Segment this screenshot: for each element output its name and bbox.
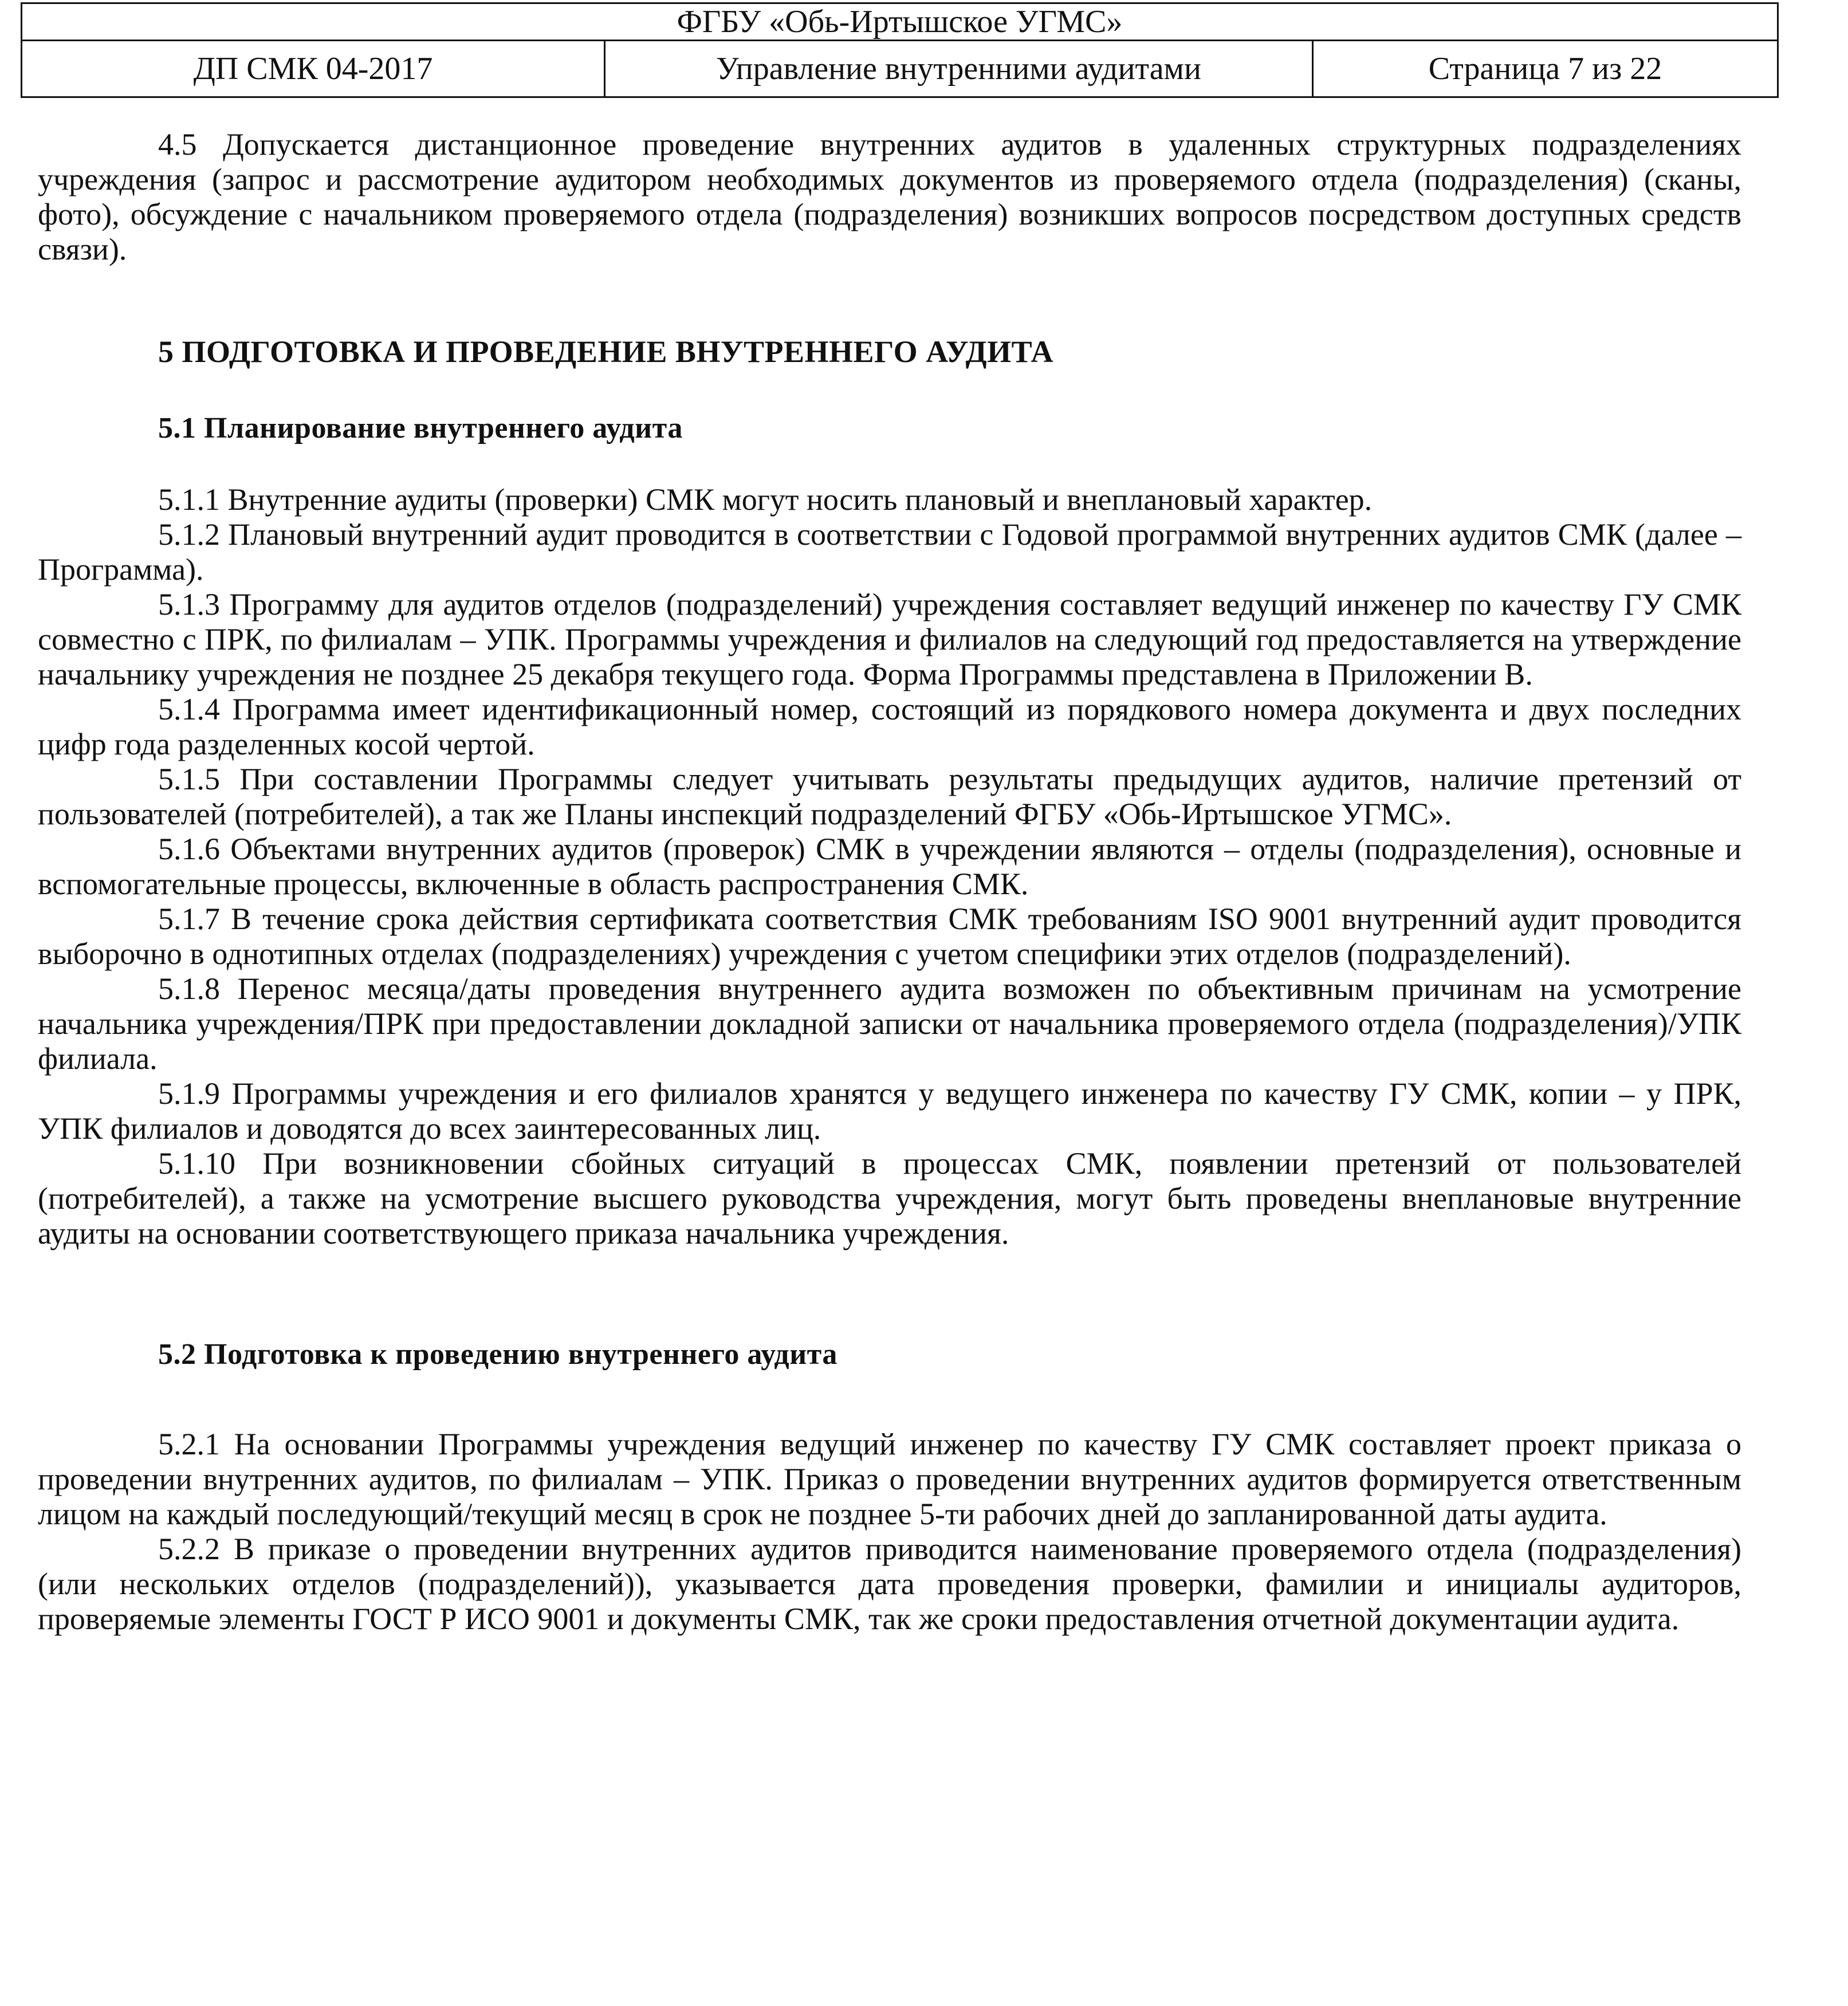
paragraph-5-1-10: 5.1.10 При возникновении сбойных ситуаций в процессах СМК, появлении претензий от пользователей (потребителей), а также на усмотрение высшего руководства учреждения, могут быть проведены внеплановые внутренние аудиты на основании соответствующего приказа начальника учреждения. [38, 1146, 1741, 1250]
paragraph-5-1-8: 5.1.8 Перенос месяца/даты проведения внутреннего аудита возможен по объективным причинам на усмотрение начальника учреждения/ПРК при предоставлении докладной записки от начальника проверяемого отдела (подразделения)/УПК филиала. [38, 971, 1741, 1076]
paragraph-5-2-2: 5.2.2 В приказе о проведении внутренних аудитов приводится наименование проверяемого отдела (подразделения) (или нескольких отделов (подразделений)), указывается дата проведения проверки, фамилии и инициалы аудиторов, проверяемые элементы ГОСТ Р ИСО 9001 и документы СМК, так же сроки предоставления отчетной документации аудита. [38, 1532, 1741, 1636]
paragraph-5-1-7: 5.1.7 В течение срока действия сертификата соответствия СМК требованиям ISO 9001 внутренний аудит проводится выборочно в однотипных отделах (подразделениях) учреждения с учетом специфики этих отделов (подразделений). [38, 902, 1741, 971]
paragraph-5-1-4: 5.1.4 Программа имеет идентификационный номер, состоящий из порядкового номера документа и двух последних цифр года разделенных косой чертой. [38, 692, 1741, 761]
document-header-table [21, 2, 1779, 98]
paragraph-5-1-5: 5.1.5 При составлении Программы следует учитывать результаты предыдущих аудитов, наличие претензий от пользователей (потребителей), а так же Планы инспекций подразделений ФГБУ «Обь-Иртышское УГМС». [38, 762, 1741, 831]
spacer [38, 446, 1741, 482]
paragraph-5-1-9: 5.1.9 Программы учреждения и его филиалов хранятся у ведущего инженера по качеству ГУ СМК, копии – у ПРК, УПК филиалов и доводятся до всех заинтересованных лиц. [38, 1076, 1741, 1146]
organization-name: ФГБУ «Обь-Иртышское УГМС» [22, 3, 1778, 41]
spacer [38, 267, 1741, 335]
paragraph-5-1-2: 5.1.2 Плановый внутренний аудит проводится в соответствии с Годовой программой внутренних аудитов СМК (далее – Программа). [38, 517, 1741, 587]
paragraph-5-1-1: 5.1.1 Внутренние аудиты (проверки) СМК могут носить плановый и внеплановый характер. [158, 482, 1373, 517]
subsection-heading-5-1: 5.1 Планирование внутреннего аудита [158, 412, 683, 445]
document-code: ДП СМК 04-2017 [22, 41, 605, 97]
spacer [38, 1251, 1741, 1337]
header-meta-row [22, 41, 1778, 97]
section-heading-5: 5 ПОДГОТОВКА И ПРОВЕДЕНИЕ ВНУТРЕННЕГО АУДИТА [158, 335, 1053, 369]
paragraph-5-1-3: 5.1.3 Программу для аудитов отделов (подразделений) учреждения составляет ведущий инженер по качеству ГУ СМК совместно с ПРК, по филиалам – УПК. Программы учреждения и филиалов на следующий год предоставляется на утверждение начальнику учреждения не позднее 25 декабря текущего года. Форма Программы представлена в Приложении В. [38, 587, 1741, 691]
paragraph-5-2-1: 5.2.1 На основании Программы учреждения ведущий инженер по качеству ГУ СМК составляет проект приказа о проведении внутренних аудитов, по филиалам – УПК. Приказ о проведении внутренних аудитов формируется ответственным лицом на каждый последующий/текущий месяц в срок не позднее 5-ти рабочих дней до запланированной даты аудита. [38, 1427, 1741, 1531]
document-body [38, 127, 1741, 1637]
document-title: Управление внутренними аудитами [605, 41, 1313, 97]
subsection-heading-5-2: 5.2 Подготовка к проведению внутреннего аудита [158, 1338, 838, 1371]
page-number: Страница 7 из 22 [1313, 41, 1778, 97]
paragraph-5-1-6: 5.1.6 Объектами внутренних аудитов (проверок) СМК в учреждении являются – отделы (подразделения), основные и вспомогательные процессы, включенные в область распространения СМК. [38, 832, 1741, 901]
spacer [38, 1372, 1741, 1427]
paragraph-4-5: 4.5 Допускается дистанционное проведение внутренних аудитов в удаленных структурных подразделениях учреждения (запрос и рассмотрение аудитором необходимых документов из проверяемого отдела (подразделения) (сканы, фото), обсуждение с начальником проверяемого отдела (подразделения) возникших вопросов посредством доступных средств связи). [38, 127, 1741, 266]
spacer [38, 369, 1741, 411]
header-organization-row [22, 3, 1778, 41]
